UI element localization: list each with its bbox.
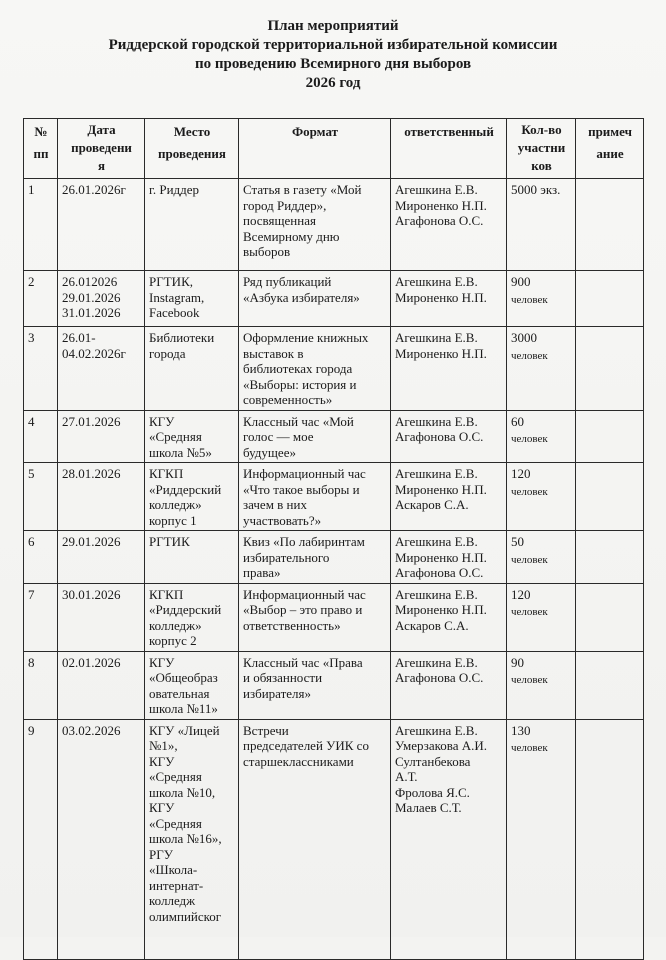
format-line: права» (243, 565, 281, 580)
responsible-line: Агафонова О.С. (395, 429, 484, 444)
cell-format (239, 463, 391, 531)
date-line: 29.01.2026 (62, 289, 121, 305)
responsible-line: Агешкина Е.В. (395, 586, 478, 602)
cell-note (576, 719, 644, 959)
date-line: 31.01.2026 (62, 305, 121, 320)
count-unit: человек (511, 485, 548, 498)
cell-date (58, 410, 145, 463)
cell-responsible (391, 179, 507, 271)
cell-date (58, 463, 145, 531)
cell-responsible (391, 410, 507, 463)
responsible-line: Фролова Я.С. (395, 784, 470, 800)
cell-place (145, 271, 239, 327)
responsible-line: А.Т. (395, 769, 418, 784)
place-line: школа №10, (149, 784, 216, 800)
format-line: ответственность» (243, 617, 341, 633)
cell-place (145, 531, 239, 584)
cell-format (239, 410, 391, 463)
place-line: КГКП (149, 466, 184, 481)
place-line: КГУ (149, 654, 175, 670)
place-line: «Средняя (149, 769, 202, 784)
events-table (23, 118, 644, 960)
place-line: КГУ (149, 413, 175, 429)
format-line: выставок в (243, 345, 304, 361)
place-line: РГТИК (149, 534, 190, 549)
place-line: колледж (149, 893, 196, 908)
place-line: «Риддерский (149, 602, 222, 617)
format-line: Информационный час (243, 466, 366, 481)
place-line: КГУ (149, 800, 175, 815)
cell-num: 2 (24, 271, 58, 327)
responsible-line: Мироненко Н.П. (395, 481, 487, 497)
cell-place (145, 327, 239, 411)
table-row (24, 410, 644, 463)
format-line: Классный час «Права (243, 654, 363, 670)
table-row (24, 463, 644, 531)
cell-count (507, 719, 576, 959)
responsible-line: Малаев С.Т. (395, 800, 462, 815)
format-line: библиотеках города (243, 361, 353, 376)
place-line: КГУ (149, 753, 175, 769)
cell-responsible (391, 651, 507, 719)
place-line: корпус 1 (149, 512, 197, 528)
cell-format (239, 651, 391, 719)
count-unit: человек (511, 553, 548, 566)
place-line: КГКП (149, 586, 184, 602)
title-line: Риддерской городской территориальной избирательной комиссии (108, 37, 558, 53)
cell-place (145, 583, 239, 651)
cell-count (507, 651, 576, 719)
responsible-line: Мироненко Н.П. (395, 197, 487, 213)
place-line: РГУ (149, 846, 173, 862)
cell-note (576, 463, 644, 531)
cell-format (239, 271, 391, 327)
responsible-line: Аскаров С.А. (395, 617, 469, 633)
header-num: № пп (24, 119, 58, 179)
cell-num: 5 (24, 463, 58, 531)
place-line: №1», (149, 738, 178, 753)
cell-format (239, 179, 391, 271)
cell-responsible (391, 719, 507, 959)
responsible-line: Агешкина Е.В. (395, 413, 478, 429)
date-line: 04.02.2026г (62, 345, 126, 361)
count-unit: человек (511, 433, 548, 445)
cell-count (507, 179, 576, 271)
format-line: будущее» (243, 444, 296, 460)
responsible-line: Агешкина Е.В. (395, 274, 478, 289)
count-value: 90 (511, 654, 524, 670)
format-line: избирательного (243, 549, 330, 565)
format-line: Квиз «По лабиринтам (243, 534, 365, 549)
count-unit: человек (511, 349, 548, 362)
place-line: интернат- (149, 877, 204, 893)
cell-responsible (391, 271, 507, 327)
cell-num: 1 (24, 179, 58, 271)
cell-format (239, 719, 391, 959)
responsible-line: Агешкина Е.В. (395, 466, 478, 481)
format-line: «Выбор – это право и (243, 602, 363, 617)
place-line: Instagram, (149, 289, 205, 305)
place-line: корпус 2 (149, 633, 197, 648)
format-line: председателей УИК со (243, 738, 369, 753)
cell-note (576, 179, 644, 271)
date-line: 26.012026 (62, 274, 118, 289)
cell-format (239, 327, 391, 411)
cell-place (145, 179, 239, 271)
count-value: 120 (511, 586, 531, 602)
cell-note (576, 651, 644, 719)
date-line: 02.01.2026 (62, 654, 121, 670)
cell-num: 3 (24, 327, 58, 411)
place-line: школа №5» (149, 444, 212, 460)
responsible-line: Мироненко Н.П. (395, 345, 487, 361)
date-line: 27.01.2026 (62, 413, 121, 429)
format-line: выборов (243, 244, 291, 259)
header-date: Дата проведени я (58, 119, 145, 179)
place-line: школа №16», (149, 831, 222, 846)
count-value: 130 (511, 722, 531, 738)
table-row (24, 179, 644, 271)
date-line: 26.01.2026г (62, 182, 126, 197)
cell-count (507, 463, 576, 531)
count-value: 3000 (511, 330, 537, 345)
cell-count (507, 327, 576, 411)
header-format: Формат (239, 119, 391, 179)
format-line: город Риддер», (243, 197, 327, 213)
format-line: Статья в газету «Мой (243, 182, 362, 197)
cell-responsible (391, 327, 507, 411)
format-line: современность» (243, 392, 333, 407)
document-title (0, 17, 666, 93)
format-line: Информационный час (243, 586, 366, 602)
place-line: РГТИК, (149, 274, 193, 289)
date-line: 03.02.2026 (62, 722, 121, 738)
format-line: «Выборы: история и (243, 376, 357, 392)
cell-note (576, 327, 644, 411)
count-unit: человек (511, 674, 548, 686)
table-header-row (24, 119, 644, 179)
format-line: зачем в них (243, 497, 307, 512)
count-value: 5000 экз. (511, 182, 561, 197)
header-note: примеч ание (576, 119, 644, 179)
cell-num: 6 (24, 531, 58, 584)
table-row (24, 531, 644, 584)
place-line: олимпийског (149, 908, 222, 924)
responsible-line: Агафонова О.С. (395, 565, 484, 580)
place-line: города (149, 345, 186, 361)
format-line: посвященная (243, 213, 316, 228)
place-line: КГУ «Лицей (149, 722, 220, 738)
table-row (24, 327, 644, 411)
date-line: 29.01.2026 (62, 534, 121, 549)
table-row (24, 651, 644, 719)
cell-note (576, 583, 644, 651)
place-line: школа №11» (149, 701, 218, 716)
cell-note (576, 531, 644, 584)
count-value: 60 (511, 413, 524, 429)
responsible-line: Султанбекова (395, 753, 471, 769)
cell-format (239, 583, 391, 651)
date-line: 30.01.2026 (62, 586, 121, 602)
place-line: «Риддерский (149, 481, 222, 497)
cell-date (58, 719, 145, 959)
count-value: 50 (511, 534, 524, 549)
cell-date (58, 583, 145, 651)
cell-count (507, 271, 576, 327)
responsible-line: Аскаров С.А. (395, 497, 469, 512)
responsible-line: Мироненко Н.П. (395, 549, 487, 565)
place-line: «Общеобраз (149, 670, 218, 685)
cell-place (145, 719, 239, 959)
cell-place (145, 410, 239, 463)
date-line: 28.01.2026 (62, 466, 121, 481)
responsible-line: Мироненко Н.П. (395, 289, 487, 305)
place-line: «Средняя (149, 815, 202, 831)
responsible-line: Умерзакова А.И. (395, 738, 488, 753)
cell-note (576, 410, 644, 463)
cell-responsible (391, 583, 507, 651)
format-line: «Что такое выборы и (243, 481, 360, 497)
responsible-line: Агешкина Е.В. (395, 182, 478, 197)
count-unit: человек (511, 293, 548, 306)
place-line: колледж» (149, 617, 202, 633)
count-unit: человек (511, 606, 548, 618)
place-line: «Школа- (149, 862, 198, 877)
place-line: Библиотеки (149, 330, 215, 345)
format-line: Всемирному дню (243, 228, 340, 244)
cell-date (58, 327, 145, 411)
header-place: Место проведения (145, 119, 239, 179)
responsible-line: Мироненко Н.П. (395, 602, 487, 617)
table-row (24, 583, 644, 651)
cell-note (576, 271, 644, 327)
title-line: План мероприятий (267, 18, 399, 34)
responsible-line: Агешкина Е.В. (395, 330, 478, 345)
cell-date (58, 271, 145, 327)
place-line: овательная (149, 685, 210, 701)
format-line: Оформление книжных (243, 330, 369, 345)
place-line: Facebook (149, 305, 200, 320)
cell-responsible (391, 531, 507, 584)
responsible-line: Агафонова О.С. (395, 213, 484, 228)
cell-count (507, 531, 576, 584)
count-value: 120 (511, 466, 531, 481)
count-value: 900 (511, 274, 531, 289)
cell-responsible (391, 463, 507, 531)
cell-num: 7 (24, 583, 58, 651)
cell-count (507, 583, 576, 651)
cell-num: 4 (24, 410, 58, 463)
cell-date (58, 179, 145, 271)
place-line: г. Риддер (149, 182, 200, 197)
format-line: и обязанности (243, 670, 323, 685)
cell-num: 8 (24, 651, 58, 719)
place-line: «Средняя (149, 429, 202, 444)
cell-count (507, 410, 576, 463)
cell-date (58, 531, 145, 584)
table-body (24, 179, 644, 960)
cell-place (145, 651, 239, 719)
responsible-line: Агешкина Е.В. (395, 722, 478, 738)
title-line: 2026 год (305, 75, 361, 91)
format-line: Классный час «Мой (243, 413, 354, 429)
header-count: Кол-во участни ков (507, 119, 576, 179)
title-line: по проведению Всемирного дня выборов (194, 56, 472, 72)
place-line: колледж» (149, 497, 202, 512)
cell-date (58, 651, 145, 719)
responsible-line: Агафонова О.С. (395, 670, 484, 685)
header-responsible: ответственный (391, 119, 507, 179)
count-unit: человек (511, 742, 548, 754)
format-line: Встречи (243, 722, 289, 738)
responsible-line: Агешкина Е.В. (395, 534, 478, 549)
table-row (24, 271, 644, 327)
table-row (24, 719, 644, 959)
cell-num: 9 (24, 719, 58, 959)
cell-format (239, 531, 391, 584)
date-line: 26.01- (62, 330, 96, 345)
format-line: «Азбука избирателя» (243, 289, 360, 305)
format-line: Ряд публикаций (243, 274, 332, 289)
responsible-line: Агешкина Е.В. (395, 654, 478, 670)
format-line: избирателя» (243, 685, 312, 701)
cell-place (145, 463, 239, 531)
format-line: участвовать?» (243, 512, 322, 528)
format-line: старшеклассниками (243, 753, 354, 769)
format-line: голос — мое (243, 429, 314, 444)
